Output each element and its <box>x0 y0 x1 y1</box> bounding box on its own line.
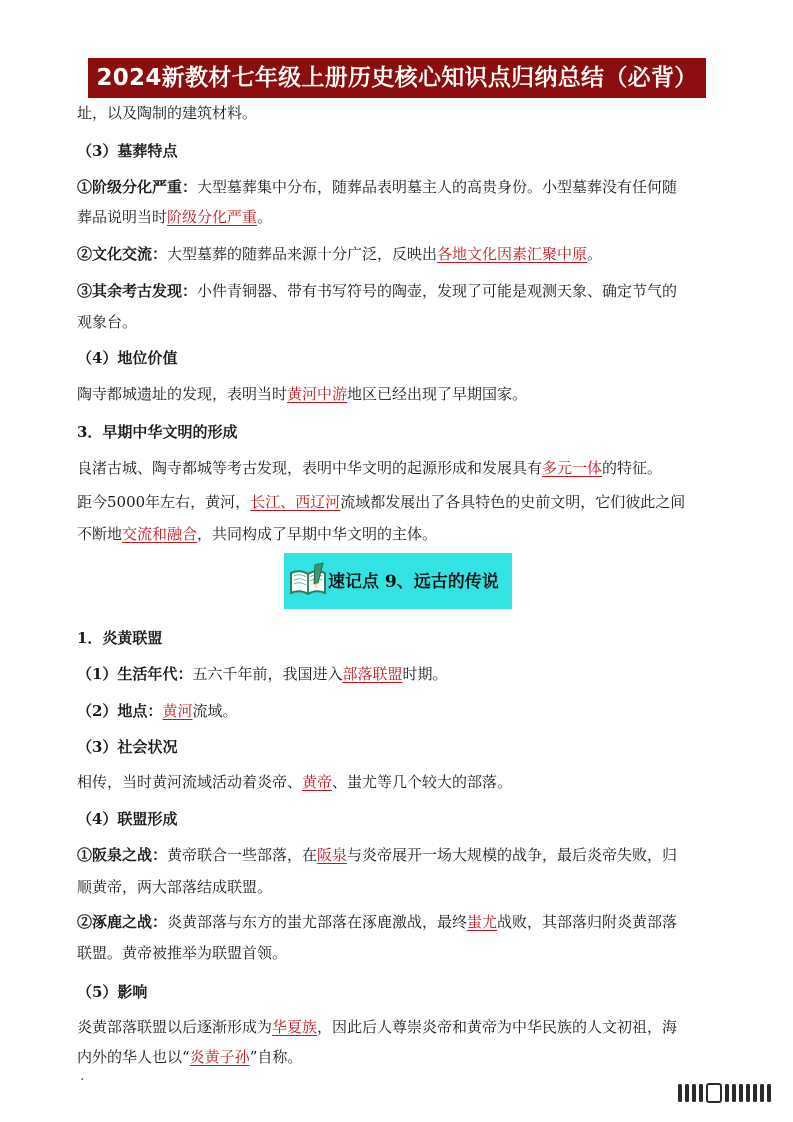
section-heading: 1．炎黄联盟 <box>77 629 163 647</box>
answer-keyword: 阶级分化严重 <box>167 208 258 226</box>
text-line: （1）生活年代：五六千年前，我国进入部落联盟时期。 <box>77 665 448 683</box>
text-line: 不断地交流和融合，共同构成了早期中华文明的主体。 <box>77 525 438 543</box>
answer-keyword: 交流和融合 <box>122 525 198 543</box>
text-line: ①阪泉之战：黄帝联合一些部落，在阪泉与炎帝展开一场大规模的战争，最后炎帝失败，归 <box>77 846 678 864</box>
text-line: 相传，当时黄河流域活动着炎帝、黄帝、蚩尤等几个较大的部落。 <box>77 773 513 791</box>
answer-keyword: 阪泉 <box>317 846 348 864</box>
answer-keyword: 蚩尤 <box>467 913 498 931</box>
text-line: 葬品说明当时阶级分化严重。 <box>77 208 273 226</box>
text-line: 顺黄帝，两大部落结成联盟。 <box>77 878 273 896</box>
section-heading: （4）地位价值 <box>77 349 178 367</box>
text-line: ②文化交流：大型墓葬的随葬品来源十分广泛，反映出各地文化因素汇聚中原。 <box>77 245 603 263</box>
text-line: 联盟。黄帝被推举为联盟首领。 <box>77 944 288 962</box>
text-line: ①阶级分化严重：大型墓葬集中分布，随葬品表明墓主人的高贵身份。小型墓葬没有任何随 <box>77 178 678 196</box>
section-heading: （3）墓葬特点 <box>77 142 178 160</box>
answer-keyword: 各地文化因素汇聚中原 <box>437 245 588 263</box>
book-pencil-icon <box>288 561 328 601</box>
answer-keyword: 黄河中游 <box>287 385 348 403</box>
watermark-bars-icon <box>674 1080 776 1106</box>
text-line: 内外的华人也以“炎黄子孙”自称。 <box>77 1048 303 1066</box>
section-heading: （5）影响 <box>77 983 148 1001</box>
section-callout <box>284 553 512 609</box>
text-line: 良渚古城、陶寺都城等考古发现，表明中华文明的起源形成和发展具有多元一体的特征。 <box>77 459 663 477</box>
answer-keyword: 长江、西辽河 <box>250 493 341 511</box>
answer-keyword: 华夏族 <box>272 1018 318 1036</box>
text-line: ③其余考古发现：小件青铜器、带有书写符号的陶壶，发现了可能是观测天象、确定节气的 <box>77 282 678 300</box>
callout-title: 速记点 9、远古的传说 <box>328 572 499 592</box>
page-title: 2024新教材七年级上册历史核心知识点归纳总结（必背） <box>88 58 706 98</box>
text-line: ②涿鹿之战：炎黄部落与东方的蚩尤部落在涿鹿激战，最终蚩尤战败，其部落归附炎黄部落 <box>77 913 678 931</box>
answer-keyword: 黄河 <box>162 702 193 720</box>
text-line: 址，以及陶制的建筑材料。 <box>77 104 258 122</box>
footer-dot: · <box>80 1072 85 1088</box>
answer-keyword: 黄帝 <box>302 773 333 791</box>
text-line: 炎黄部落联盟以后逐渐形成为华夏族，因此后人尊崇炎帝和黄帝为中华民族的人文初祖，海 <box>77 1018 678 1036</box>
section-heading: 3．早期中华文明的形成 <box>77 423 238 441</box>
text-line: 距今5000年左右，黄河，长江、西辽河流域都发展出了各具特色的史前文明，它们彼此之间 <box>77 493 686 511</box>
answer-keyword: 部落联盟 <box>342 665 403 683</box>
answer-keyword: 炎黄子孙 <box>189 1048 250 1066</box>
section-heading: （3）社会状况 <box>77 738 178 756</box>
text-line: 观象台。 <box>77 313 138 331</box>
section-heading: （4）联盟形成 <box>77 810 178 828</box>
text-line: 陶寺都城遗址的发现，表明当时黄河中游地区已经出现了早期国家。 <box>77 385 528 403</box>
answer-keyword: 多元一体 <box>542 459 603 477</box>
text-line: （2）地点：黄河流域。 <box>77 702 238 720</box>
